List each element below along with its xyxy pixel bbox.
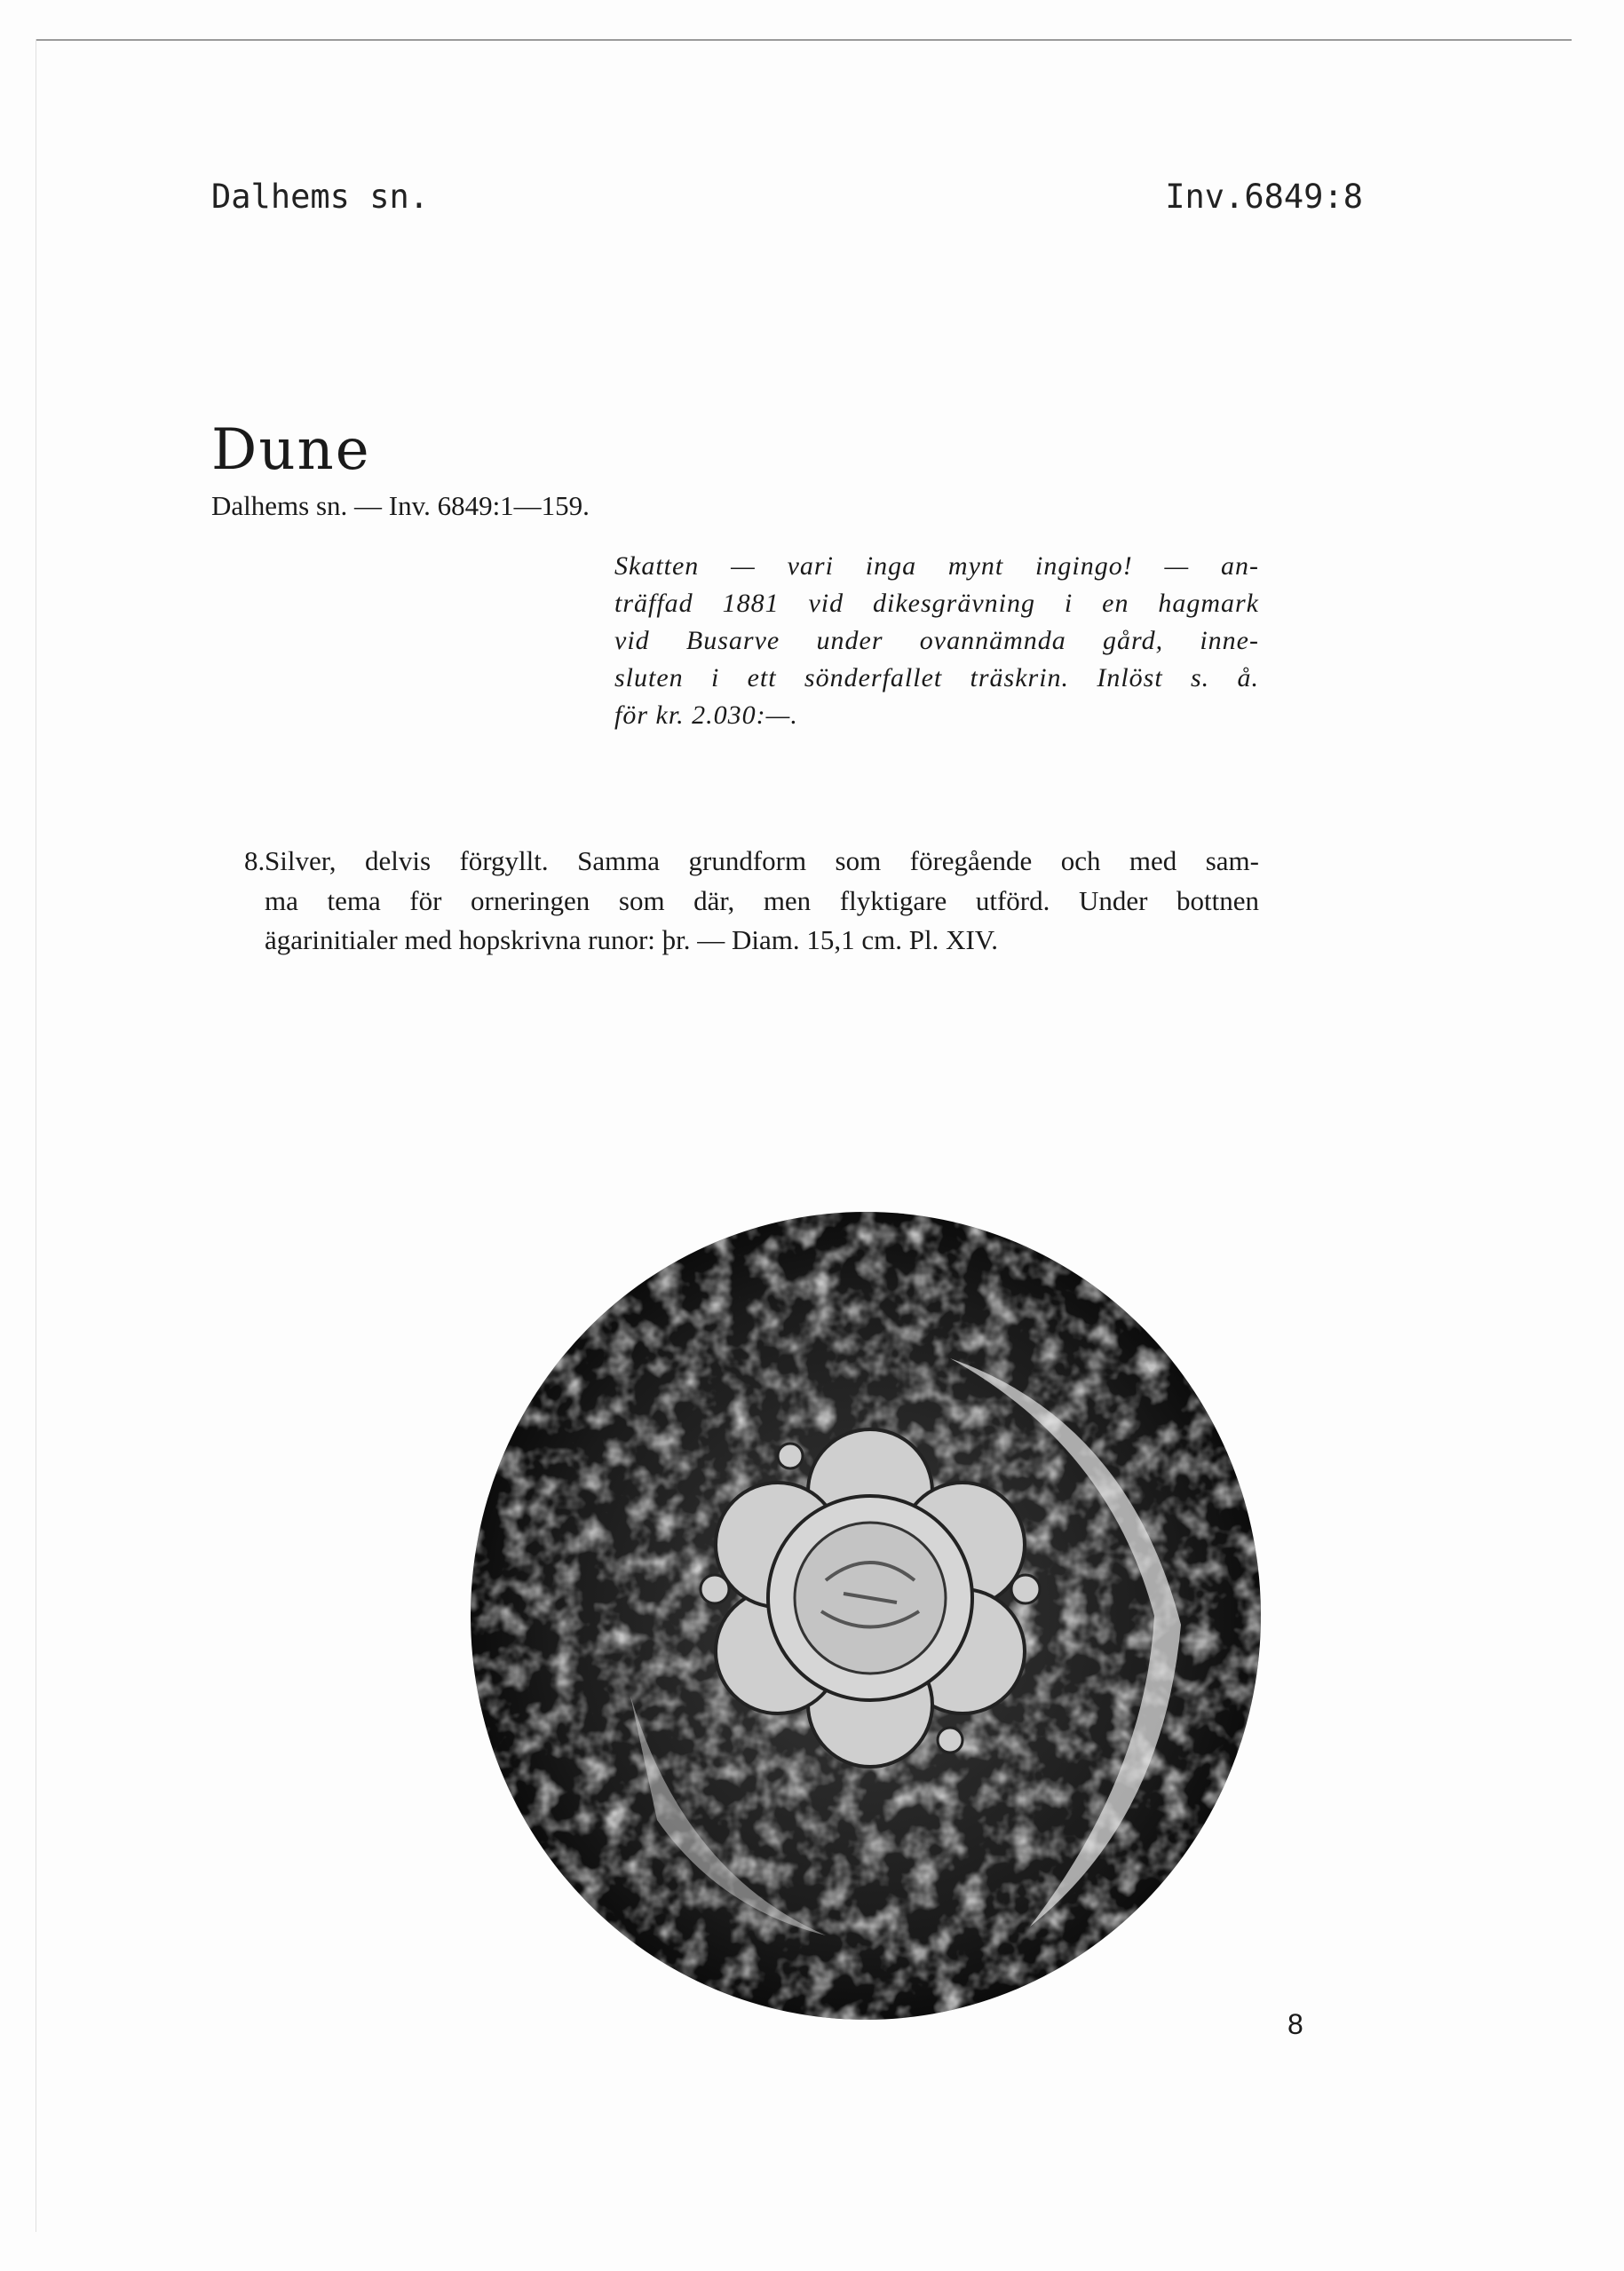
intro-line: Skatten — vari inga mynt ingingo! — an- (614, 551, 1259, 581)
catalog-entry (244, 842, 1259, 961)
intro-line: för kr. 2.030:—. (614, 700, 798, 730)
running-header-inventory: Inv.6849:8 (1165, 178, 1363, 216)
intro-paragraph (614, 548, 1259, 734)
running-header-parish: Dalhems sn. (211, 178, 430, 216)
entry-line: ma tema för orneringen som där, men flyktigare utförd. Under bottnen (265, 884, 1259, 916)
page-number: 8 (1287, 2008, 1303, 2040)
silver-bowl-photo (453, 1199, 1279, 2033)
entry-number: 8. (244, 845, 265, 876)
page-top-rule (36, 39, 1572, 41)
intro-line: sluten i ett sönderfallet träskrin. Inlöst s. å. (614, 663, 1259, 692)
page-subtitle: Dalhems sn. — Inv. 6849:1—159. (211, 490, 590, 521)
page-title: Dune (211, 417, 371, 483)
entry-line: ägarinitialer med hopskrivna runor: þr. — Diam. 15,1 cm. Pl. XIV. (265, 924, 998, 955)
intro-line: träffad 1881 vid dikesgrävning i en hagmark (614, 589, 1259, 618)
entry-line: Silver, delvis förgyllt. Samma grundform som föregående och med sam- (265, 845, 1259, 876)
intro-line: vid Busarve under ovannämnda gård, inne- (614, 626, 1259, 655)
